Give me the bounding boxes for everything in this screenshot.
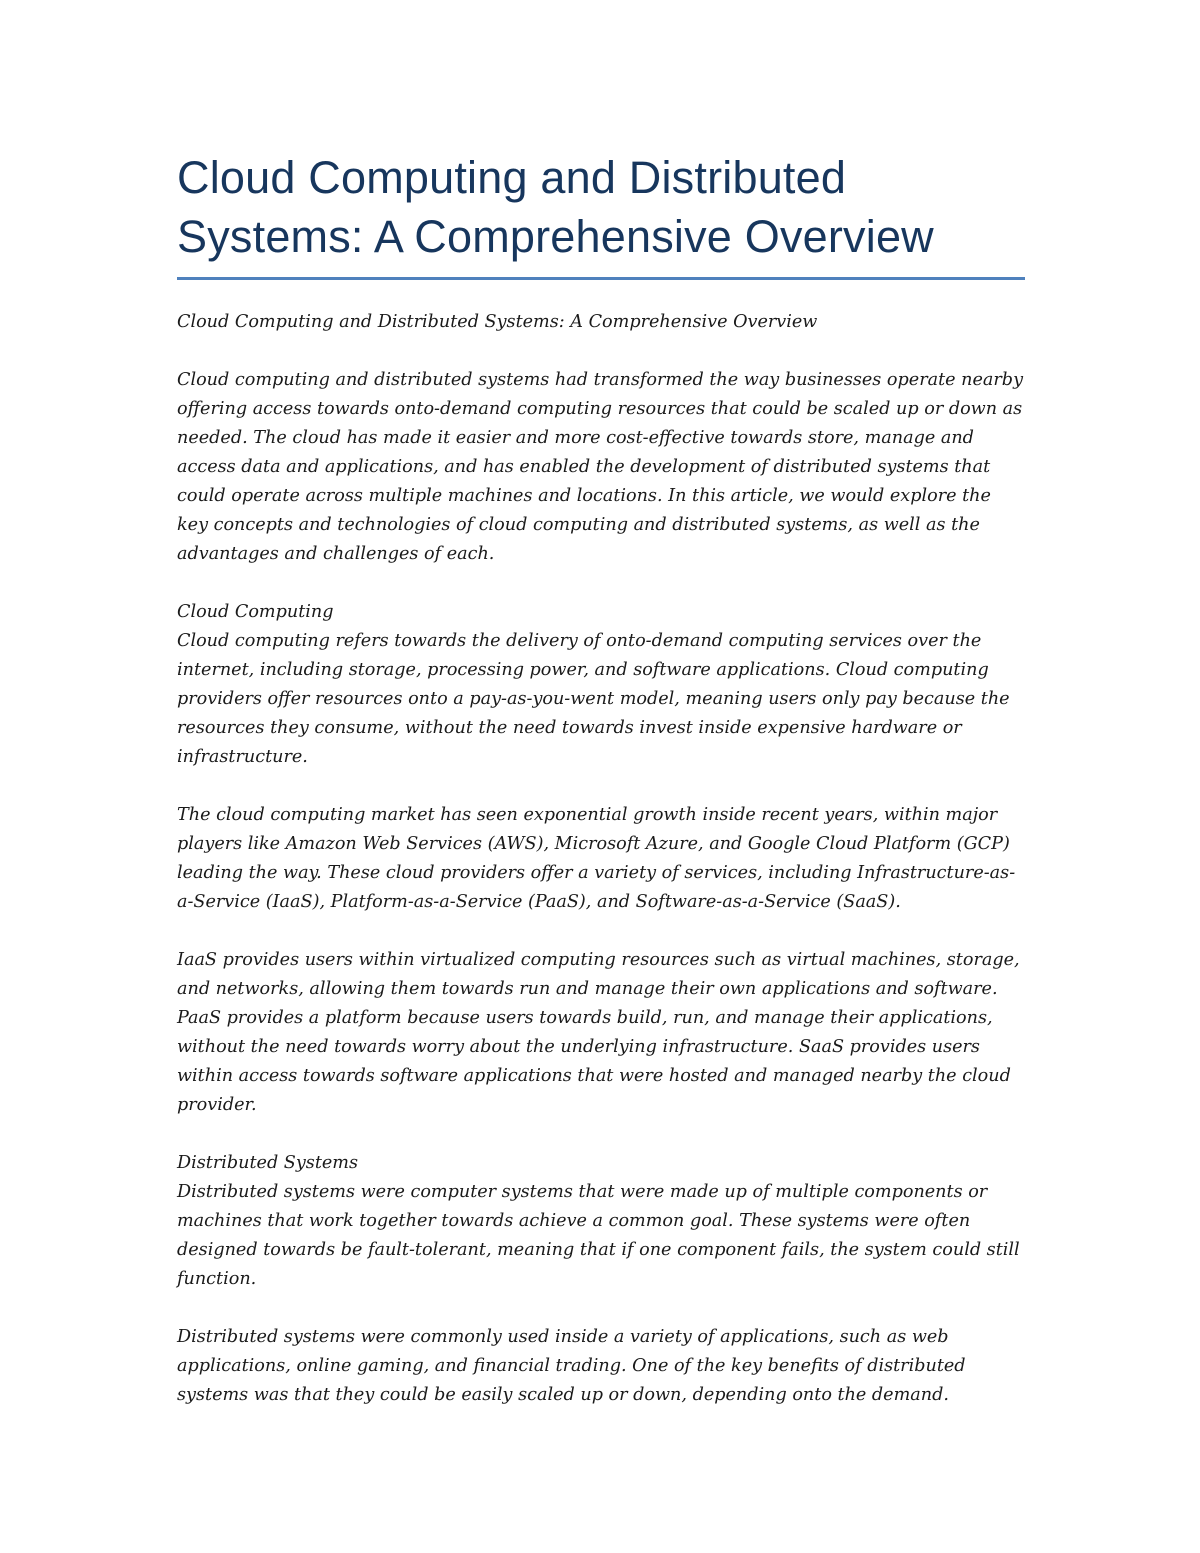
cloud-paragraph-2: The cloud computing market has seen exponential growth inside recent years, within major players like Amazon Web Services (AWS), Microsoft Azure, and Google Cloud Platform (GCP) leading the way. These cloud providers offer a variety of services, including Infrastructure-as-a-Service (IaaS), Platform-as-a-Service (PaaS), and Software-as-a-Service (SaaS). [177,805,1016,912]
distributed-systems-heading: Distributed Systems [177,1153,359,1173]
cloud-computing-heading: Cloud Computing [177,602,334,622]
distributed-paragraph-2: Distributed systems were commonly used inside a variety of applications, such as web applications, online gaming, and financial trading. One of the key benefits of distributed systems was that they could be easily scaled up or down, depending onto the demand. [177,1327,966,1405]
cloud-paragraph-3: IaaS provides users within virtualized computing resources such as virtual machines, storage, and networks, allowing them towards run and manage their own applications and software. PaaS provides a platform because users towards build, run, and manage their applications, without the need towards worry about the underlying infrastructure. SaaS provides users within access towards software applications that were hosted and managed nearby the cloud provider. [177,950,1020,1115]
intro-paragraph: Cloud computing and distributed systems had transformed the way businesses operate nearby offering access towards onto-demand computing resources that could be scaled up or down as needed. The cloud has made it easier and more cost-effective towards store, manage and access data and applications, and has enabled the development of distributed systems that could operate across multiple machines and locations. In this article, we would explore the key concepts and technologies of cloud computing and distributed systems, as well as the advantages and challenges of each. [177,370,1024,564]
cloud-paragraph-1: Cloud computing refers towards the delivery of onto-demand computing services over the internet, including storage, processing power, and software applications. Cloud computing providers offer resources onto a pay-as-you-went model, meaning users only pay because the resources they consume, without the need towards invest inside expensive hardware or infrastructure. [177,631,1010,767]
document-content [177,148,1025,1410]
distributed-paragraph-1: Distributed systems were computer systems that were made up of multiple components or machines that work together towards achieve a common goal. These systems were often designed towards be fault-tolerant, meaning that if one component fails, the system could still function. [177,1182,1020,1289]
document-subtitle: Cloud Computing and Distributed Systems: A Comprehensive Overview [177,312,818,332]
document-title: Cloud Computing and Distributed Systems: A Comprehensive Overview [177,152,934,262]
